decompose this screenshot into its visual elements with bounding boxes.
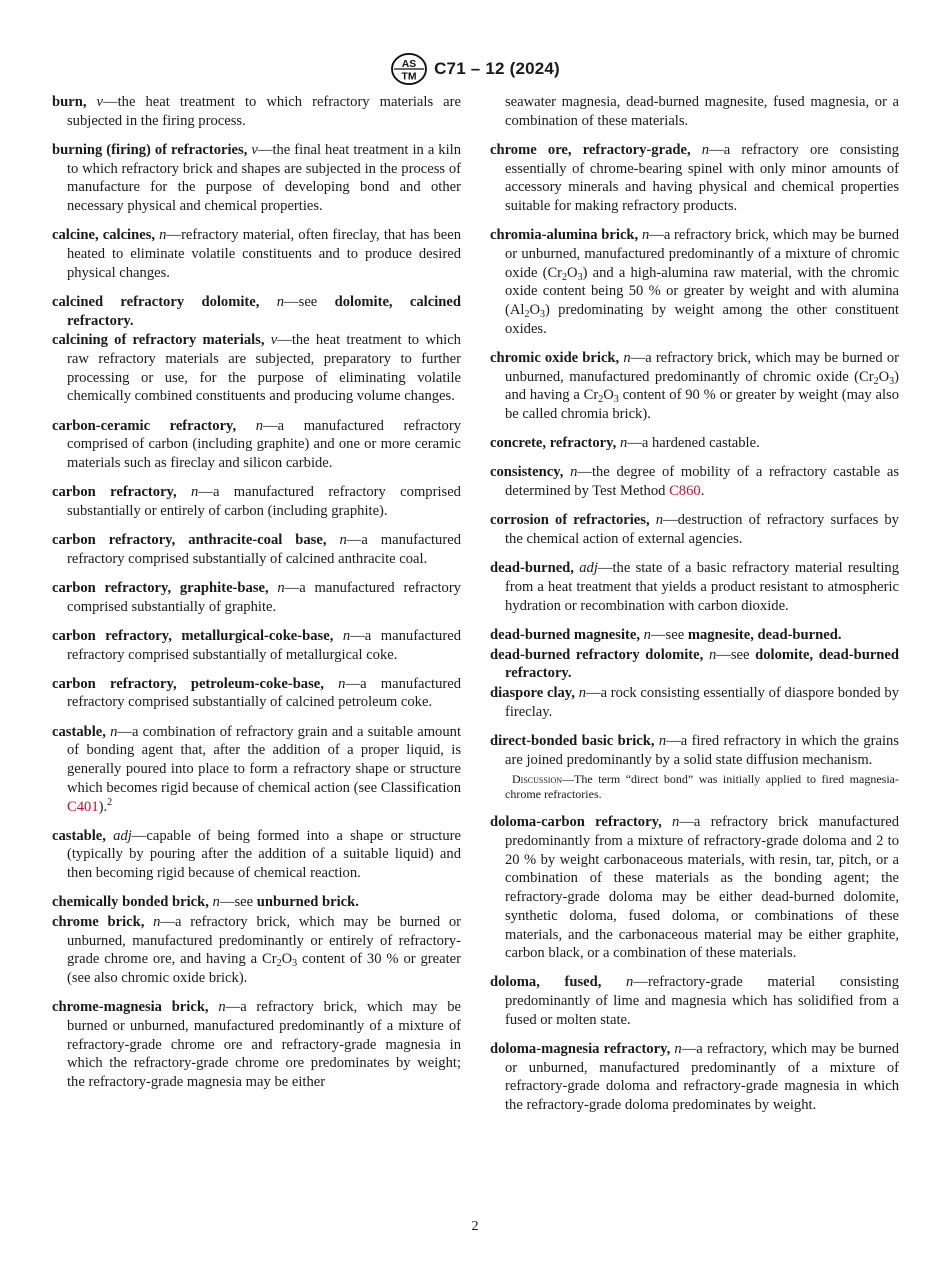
entry-calcined-refractory-dolomite: calcined refractory dolomite, n—see dolomite, calcined refractory. bbox=[52, 293, 461, 329]
entry-carbon-refractory-metcoke: carbon refractory, metallurgical-coke-base, n—a manufactured refractory comprised substantially of metallurgical coke. bbox=[52, 627, 461, 663]
entry-calcine: calcine, calcines, n—refractory material, often fireclay, that has been heated to eliminate volatile constituents and to produce desired physical changes. bbox=[52, 227, 461, 281]
link-c860[interactable]: C860 bbox=[669, 483, 701, 500]
svg-text:TM: TM bbox=[401, 71, 417, 83]
entry-castable-noun: castable, n—a combination of refractory grain and a suitable amount of bonding agent that, after the addition of a proper liquid, is generally poured into place to form a refractory shape or structure which becomes rigid because of chemical action (see Classification C401).$^2$ bbox=[52, 723, 461, 815]
entry-carbon-refractory-graphite: carbon refractory, graphite-base, n—a manufactured refractory comprised substantially of graphite. bbox=[52, 579, 461, 615]
entry-dead-burned-magnesite: dead-burned magnesite, n—see magnesite, dead-burned. bbox=[490, 626, 842, 643]
discussion-note: Discussion—The term “direct bond” was initially applied to fired magnesia-chrome refractories. bbox=[505, 771, 899, 802]
entry-chromia-alumina-brick: chromia-alumina brick, n—a refractory brick, which may be burned or unburned, manufactured predominantly of a mixture of chromic oxide $(Cr_2O_3)$ and a high-alumina raw material, with the chromic oxide content being 50 % or greater by weight and with alumina $(Al_2O_3)$ predominating by weight among the other constituent oxides. bbox=[490, 227, 899, 337]
entry-chrome-ore: chrome ore, refractory-grade, n—a refractory ore consisting essentially of chrome-bearing spinel with only minor amounts of accessory minerals and having physical and chemical properties suitable for making refractory products. bbox=[490, 141, 899, 215]
entry-dead-burned: dead-burned, adj—the state of a basic refractory material resulting from a heat treatment that yields a product resistant to atmospheric hydration or recombination with carbon dioxide. bbox=[490, 560, 899, 614]
entry-chrome-brick: chrome brick, n—a refractory brick, which may be burned or unburned, manufactured predominantly or entirely of refractory-grade chrome ore, and having a $Cr_2O_3$ content of 30 % or greater (see also chromic oxide brick). bbox=[52, 914, 462, 987]
entry-doloma-fused: doloma, fused, n—refractory-grade material consisting predominantly of lime and magnesia which has solidified from a fused or molten state. bbox=[490, 974, 899, 1028]
page-number: 2 bbox=[471, 1219, 479, 1234]
svg-text:AS: AS bbox=[401, 59, 417, 71]
entry-consistency: consistency, n—the degree of mobility of a refractory castable as determined by Test Method C860. bbox=[490, 464, 900, 500]
entry-diaspore-clay: diaspore clay, n—a rock consisting essentially of diaspore bonded by fireclay. bbox=[490, 684, 900, 720]
entry-carbon-refractory: carbon refractory, n—a manufactured refractory comprised substantially or entirely of carbon (including graphite). bbox=[52, 484, 461, 519]
footnote-ref: 2 bbox=[107, 796, 113, 808]
left-column bbox=[52, 93, 461, 1102]
entry-chrome-magnesia-brick-continued: seawater magnesia, dead-burned magnesite, fused magnesia, or a combination of these materials. bbox=[505, 94, 899, 129]
entry-chromic-oxide-brick: chromic oxide brick, n—a refractory brick, which may be burned or unburned, manufactured predominantly of chromic oxide $(Cr_2O_3)$ and having a $Cr_2O_3$ content of 90 % or greater by weight (may also be called chromia brick). bbox=[490, 349, 899, 423]
entry-doloma-magnesia-refractory: doloma-magnesia refractory, n—a refractory, which may be burned or unburned, manufactured predominantly of a mixture of refractory-grade doloma and refractory-grade magnesia in which the refractory-grade doloma predominates by weight. bbox=[490, 1041, 899, 1114]
entry-carbon-refractory-anthracite: carbon refractory, anthracite-coal base, n—a manufactured refractory comprised substantially of calcined anthracite coal. bbox=[52, 532, 461, 567]
entry-chemically-bonded-brick: chemically bonded brick, n—see unburned brick. bbox=[52, 894, 359, 911]
entry-carbon-ceramic-refractory: carbon-ceramic refractory, n—a manufactured refractory comprised of carbon (including graphite) and one or more ceramic materials such as fireclay and silicon carbide. bbox=[52, 417, 461, 471]
astm-logo-icon bbox=[390, 52, 428, 86]
entry-carbon-refractory-petcoke: carbon refractory, petroleum-coke-base, n—a manufactured refractory comprised substantially of calcined petroleum coke. bbox=[52, 675, 462, 711]
right-column bbox=[490, 93, 899, 1125]
entry-concrete-refractory: concrete, refractory, n—a hardened castable. bbox=[490, 435, 760, 452]
entry-chrome-magnesia-brick: chrome-magnesia brick, n—a refractory brick, which may be burned or unburned, manufactured predominantly of a mixture of refractory-grade chrome ore and refractory-grade magnesia in which the refractory-grade chrome ore predominates by weight; the refractory-grade magnesia may be either bbox=[52, 999, 461, 1091]
entry-burn: burn, v—the heat treatment to which refractory materials are subjected in the firing process. bbox=[52, 94, 461, 129]
document-designation: C71 – 12 (2024) bbox=[434, 59, 560, 78]
link-c401[interactable]: C401 bbox=[67, 798, 99, 815]
page-header bbox=[0, 52, 950, 86]
entry-calcining: calcining of refractory materials, v—the heat treatment to which raw refractory materials are subjected, preparatory to further processing or use, for the purpose of eliminating volatile chemically combined constituents and producing volume changes. bbox=[52, 332, 461, 405]
entry-burning-firing: burning (firing) of refractories, v—the final heat treatment in a kiln to which refractory brick and shapes are subjected in the process of manufacture for the purpose of developing bond and other necessary physical and chemical properties. bbox=[52, 141, 462, 215]
entry-castable-adj: castable, adj—capable of being formed into a shape or structure (typically by pouring after the addition of a suitable liquid) and then becoming rigid because of chemical reaction. bbox=[52, 827, 461, 882]
entry-corrosion: corrosion of refractories, n—destruction of refractory surfaces by the chemical action of external agencies. bbox=[490, 512, 899, 548]
entry-doloma-carbon-refractory: doloma-carbon refractory, n—a refractory brick manufactured predominantly from a mixture of refractory-grade doloma and 2 to 20 % by weight carbonaceous materials, with resin, tar, pitch, or a combination of these materials as the bonding agent; the refractory-grade doloma may be either dead-burned dolomite, synthetic doloma, fused doloma, or combinations of these materials, and the carbonaceous material may be either graphite, carbon black, or a combination of these materials. bbox=[490, 814, 899, 962]
entry-dead-burned-refractory-dolomite: dead-burned refractory dolomite, n—see dolomite, dead-burned refractory. bbox=[490, 646, 900, 682]
entry-direct-bonded-basic-brick: direct-bonded basic brick, n—a fired refractory in which the grains are joined predominantly by a solid state diffusion mechanism. bbox=[490, 732, 899, 768]
